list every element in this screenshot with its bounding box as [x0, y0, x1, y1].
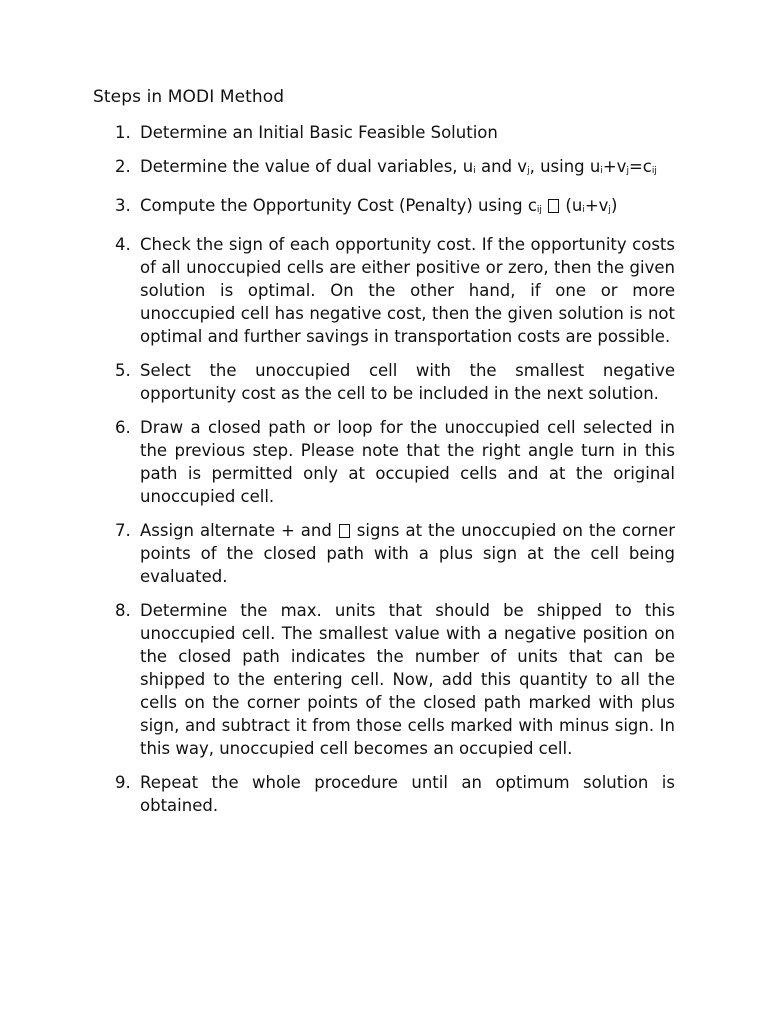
text-segment: +v — [602, 157, 627, 176]
step-text — [140, 519, 675, 588]
page-title: Steps in MODI Method — [93, 87, 285, 107]
step-number: 6. — [115, 418, 131, 437]
list-item — [115, 599, 675, 760]
step-number: 4. — [115, 235, 131, 254]
step-text: Determine the max. units that should be shipped to this unoccupied cell. The smallest value with a negative position on the closed path indicates the number of units that can be shipped to the entering cell. Now, add this quantity to all the cells on the corner points of the closed path marked with plus sign, and subtract it from those cells marked with minus sign. In this way, unoccupied cell becomes an occupied cell. — [140, 601, 675, 758]
text-segment: signs at the unoccupied on the corner points of the closed path with a plus sign at the cell being evaluated. — [140, 521, 676, 586]
text-segment: and v — [475, 157, 528, 176]
step-text: Check the sign of each opportunity cost. If the opportunity costs of all unoccupied cells are either positive or zero, then the given solution is optimal. On the other hand, if one or more unoccupied cell has negative cost, then the given solution is not optimal and further savings in transportation costs are possible. — [140, 235, 675, 346]
subscript: j — [608, 205, 611, 215]
subscript: ij — [536, 205, 542, 215]
step-number: 3. — [115, 196, 131, 215]
step-number: 2. — [115, 157, 131, 176]
list-item — [115, 233, 675, 348]
text-segment: =c — [628, 157, 652, 176]
list-item — [115, 121, 675, 144]
steps-list — [115, 121, 675, 828]
missing-glyph-icon — [339, 524, 350, 538]
subscript: ij — [651, 166, 657, 176]
text-segment: ) — [610, 196, 618, 215]
text-segment: Determine the value of dual variables, u — [140, 157, 474, 176]
step-text: Draw a closed path or loop for the unoccupied cell selected in the previous step. Please note that the right angle turn in this path is permitted only at occupied cells and at the original unoccupied cell. — [140, 418, 675, 506]
step-text: Determine an Initial Basic Feasible Solution — [140, 123, 498, 142]
text-segment: Compute the Opportunity Cost (Penalty) using c — [140, 196, 537, 215]
list-item — [115, 359, 675, 405]
text-segment: , using u — [529, 157, 601, 176]
step-number: 5. — [115, 361, 131, 380]
text-segment: +v — [584, 196, 609, 215]
step-number: 8. — [115, 601, 131, 620]
subscript: i — [600, 166, 603, 176]
list-item — [115, 771, 675, 817]
list-item — [115, 194, 675, 222]
step-number: 9. — [115, 773, 131, 792]
step-number: 1. — [115, 123, 131, 142]
step-text: Repeat the whole procedure until an optimum solution is obtained. — [140, 773, 675, 815]
text-segment: (u — [560, 196, 583, 215]
step-text — [140, 194, 675, 222]
step-text — [140, 155, 675, 183]
subscript: i — [582, 205, 585, 215]
list-item — [115, 155, 675, 183]
text-segment: Assign alternate + and — [140, 521, 338, 540]
step-text: Select the unoccupied cell with the smallest negative opportunity cost as the cell to be included in the next solution. — [140, 361, 675, 403]
missing-glyph-icon — [548, 199, 559, 213]
subscript: j — [527, 166, 530, 176]
step-number: 7. — [115, 521, 131, 540]
subscript: i — [473, 166, 476, 176]
subscript: j — [626, 166, 629, 176]
list-item — [115, 519, 675, 588]
list-item — [115, 416, 675, 508]
